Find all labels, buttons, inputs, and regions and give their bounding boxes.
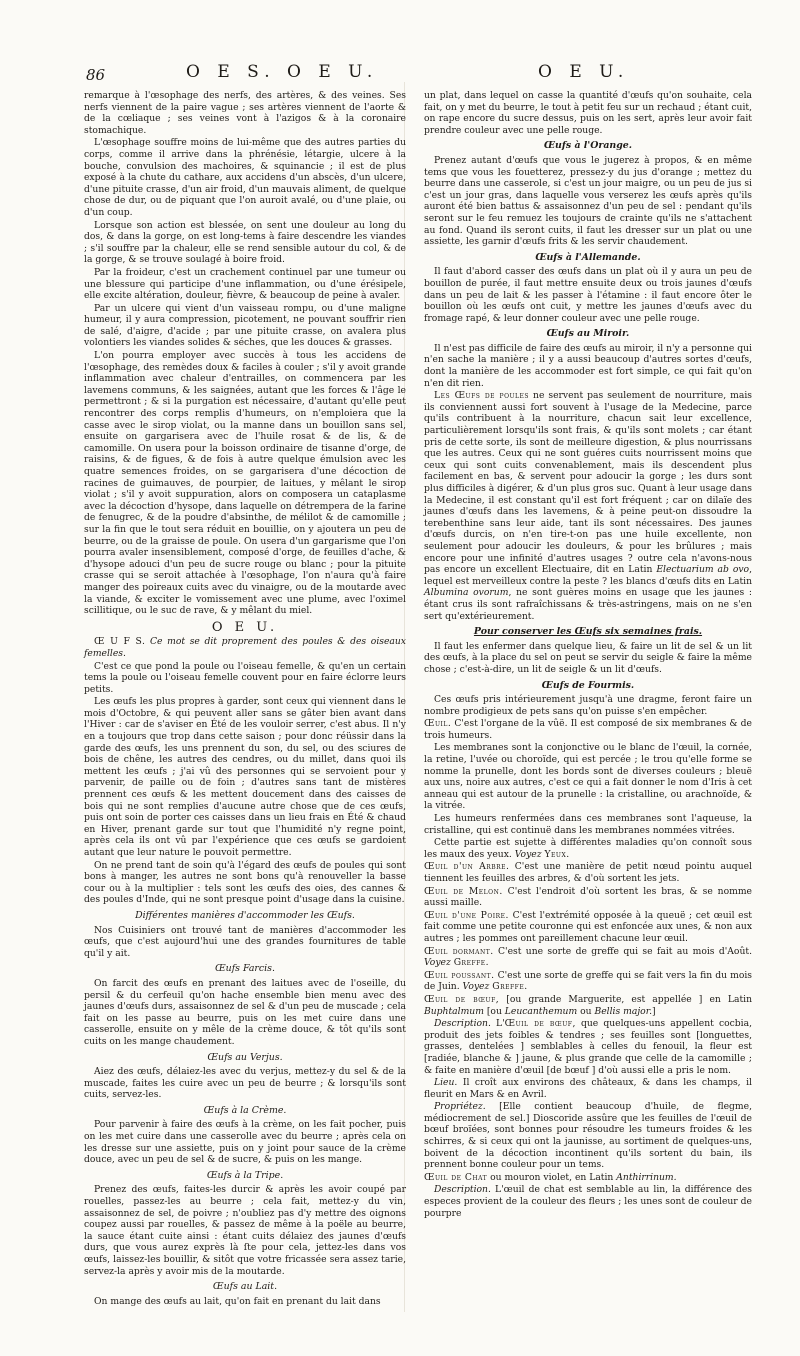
cross-ref: Greffe. (453, 957, 490, 969)
text-run: ou (577, 1005, 595, 1017)
paragraph: Il faut les enfermer dans quelque lieu, & faire un lit de sel & un lit des œufs, à la place du sel on peut se servir du seigle & faire la même chose ; c'est-à-dire, un lit de seigle & un lit d'œufs. (424, 640, 752, 675)
paragraph: Les membranes sont la conjonctive ou le blanc de l'œuil, la cornée, la retine, l'uvée ou choroïde, qui est percée ; le trou qu'elle forme se nomme la prunelle, dont les bords sont de diverses couleurs ; bleuë aux uns, noire aux autres, c'est ce qui a fait donner le nom d'Iris à cet anneau qui est autour de la prunelle : la cristalline, ou arachnoïde, & la vitrée. (424, 742, 752, 812)
paragraph: Les humeurs renfermées dans ces membranes sont l'aqueuse, la cristalline, qui est continuë dans les membranes nommées vitrées. (424, 813, 752, 836)
paragraph: Il faut d'abord casser des œufs dans un plat où il y aura un peu de bouillon de purée, il faut mettre ensuite deux ou trois jaunes d'œufs dans un peu de lait & les passer à l'étamine : il faut encore ôter le bouillon où les œufs ont cuit, y mettre les jaunes d'œufs avec du fromage rapé, & leur donner couleur avec une pelle rouge. (424, 266, 752, 324)
paragraph-cross-ref (424, 837, 752, 860)
text-run: Il croît aux environs des châteaux, & dans les champs, il fleurit en Mars & en Avril. (424, 1077, 752, 1100)
section-label: Description. (434, 1184, 491, 1196)
text-run: C'est l'organe de la vûë. Il est composé de six membranes & de trois humeurs. (424, 718, 752, 741)
paragraph: Par un ulcere qui vient d'un vaisseau rompu, ou d'une maligne humeur, il y aura compression, picotement, ne pouvant souffrir rien de salé, d'aigre, d'acide ; par une pituite crasse, on avalera plus volontiers les viandes solides & séches, que les douces & grasses. (84, 302, 406, 349)
text-run: [Elle contient beaucoup d'huile, de flegme, médiocrement de sel.] Dioscoride assûre que les feuilles de l'œuil de bœuf broïées, sont bonnes pour résoudre les tumeurs froides & les schirres, & si ceux qui ont la jaunisse, au sortiment de quelques-uns, boivent de la décoction incontinent qu'ils sortent du bain, ils prennent bonne couleur pour un tems. (424, 1101, 752, 1171)
text-run: [ou (483, 1005, 505, 1017)
paragraph: Prenez autant d'œufs que vous le jugerez à propos, & en même tems que vous les fouetterez, pressez-y du jus d'orange ; mettez du beurre dans une casserole, si c'est un jour maigre, ou un peu de jus si c'est un jour gras, dans laquelle vous verserez les œufs après qu'ils auront été bien battus & assaisonnez d'un peu de sel : pendant qu'ils seront sur le feu remuez les toujours de crainte qu'ils ne s'attachent au fond. Quand ils seront cuits, il faut les dresser sur un plat ou une assiette, les garnir d'œufs frits & les servir chaudement. (424, 154, 752, 248)
left-column (84, 90, 406, 1307)
text-run: ne servent pas seulement de nourriture, mais ils conviennent aussi fort souvent à l'usage de la Medecine, parce qu'ils contribuent à la nourriture, chacun sait leur excellence, particulièrement lorsqu'ils sont frais, & qu'ils sont molets ; car étant pris de cette sorte, ils sont de meilleure digestion, & plus nourrissans que les autres. Ceux qui ne sont guéres cuits nourrissent moins que ceux qui sont cuits convenablement, mais ils descendent plus facilement en bas, & servent pour adoucir la gorge ; les durs sont plus difficiles à digérer, & d'un plus gros suc. Quant à leur usage dans la Medecine, il est constant qu'il est fort fréquent ; car on dilaïe des jaunes d'œufs dans les lavemens, & à peine peut-on dissoudre la terebenthine sans leur aide, tant ils sont nécessaires. Des jaunes d'œufs durcis, on n'en tire-t-on pas une huile excellente, non seulement pour adoucir les douleurs, & pour les brûlures ; mais encore pour une infinité d'autres usages ? outre cela n'avons-nous pas encore un excellent Electuaire, dit en Latin (424, 390, 752, 576)
text-run: L'œuil de chat est semblable au lin, la différence des especes provient de la couleur des fleurs ; les unes sont de couleur de pourpre (424, 1184, 752, 1219)
paragraph: C'est ce que pond la poule ou l'oiseau femelle, & qu'en un certain tems la poule ou l'oiseau femelle couvent pour en faire éclorre leurs petits. (84, 660, 406, 695)
latin-term: Bellis major. (594, 1005, 652, 1017)
see-label: Voyez (424, 957, 454, 969)
text-run: , ne sont guères moins en usage que les jaunes : étant crus ils sont rafraîchissans & très-astringens, mais on ne s'en sert qu'extérieurement. (424, 587, 752, 622)
text-run: , lequel est merveilleux contre la peste ? les blancs d'œufs dits en Latin (424, 564, 752, 587)
paragraph: Aiez des œufs, délaiez-les avec du verjus, mettez-y du sel & de la muscade, faites les cuire avec un peu de beurre ; & lorsqu'ils sont cuits, servez-les. (84, 1066, 406, 1101)
paragraph: On mange des œufs au lait, qu'on fait en prenant du lait dans (94, 1295, 381, 1307)
entry-term: Œuil d'un Arbre. (424, 861, 510, 873)
text-run: C'est l'extrémité opposée à la queuë ; cet œuil est fait comme une petite couronne qui est enfoncée aux unes, & non aux autres ; les pommes ont pareillement chacune leur œuil. (424, 909, 752, 944)
subheading: Œufs à la Tripe. (206, 1169, 284, 1181)
text-run: que quelques-uns appellent cocbia, produit des jets foibles & tendres ; ses feuilles sont [longuettes, grasses, dentelées ] semblables à celles du fenouil, la fleur est [radiée, blanche & ] jaune, & plus grande que celle de la camomille ; & faite en manière d'œuil [de bœuf ] d'où aussi elle a pris le nom. (424, 1018, 752, 1076)
entry-term: Œuil de bœuf, (424, 993, 500, 1005)
subheading: Œufs à l'Allemande. (535, 251, 641, 263)
latin-term: Albumina ovorum (424, 587, 509, 599)
entry-oeuil-poussant (424, 970, 752, 993)
paragraph: Nos Cuisiniers ont trouvé tant de manières d'accommoder les œufs, que c'est aujourd'hui une des grandes fournitures de table qu'il y ait. (84, 924, 406, 959)
paragraph: remarque à l'œsophage des nerfs, des artères, & des veines. Ses nerfs viennent de la paire vague ; ses artères viennent de l'aorte & de la cœliaque ; ses veines vont à l'azigos & à la coronaire stomachique. (84, 90, 406, 136)
subheading: Œufs au Verjus. (207, 1051, 283, 1063)
entry-term: Œ U F S. (94, 636, 146, 648)
see-label: Voyez (462, 981, 493, 993)
see-label: Voyez (514, 848, 545, 860)
entry-term: Les Œufs de poules (434, 390, 530, 402)
text-run: ] (652, 1005, 656, 1017)
subheading: Œufs au Lait. (212, 1281, 278, 1293)
subheading: Œufs de Fourmis. (541, 679, 635, 691)
paragraph: un plat, dans lequel on casse la quantité d'œufs qu'on souhaite, cela fait, on y met du beurre, le tout à petit feu sur un rechaud ; étant cuit, on rape encore du sucre dessus, puis on les sert, après leur avoir fait prendre couleur avec une pelle rouge. (424, 90, 752, 136)
paragraph: Pour parvenir à faire des œufs à la crème, on les fait pocher, puis on les met cuire dans une casserolle avec du beurre ; après cela on les dresse sur une assiette, puis on y joint pour sauce de la crème douce, avec un peu de sel & de sucre, & puis on les mange. (84, 1119, 406, 1166)
paragraph: On farcit des œufs en prenant des laitues avec de l'oseille, du persil & du cerfeuil qu'on hache ensemble bien menu avec des jaunes d'œufs durs, assaisonnez de sel & d'un peu de muscade ; cela fait on les passe au beurre, puis on les met cuire dans une casserolle, ensuite on y mêle de la crème douce, & tôt qu'ils sont cuits on les mange chaudement. (84, 977, 406, 1047)
paragraph: Par la froideur, c'est un crachement continuel par une tumeur ou une blessure qui participe d'une inflammation, ou d'une érésipele, elle excite altération, douleur, fièvre, & beaucoup de peine à avaler. (84, 266, 406, 302)
text-run: L' (490, 1018, 505, 1030)
entry-oeuil-poire (424, 910, 752, 945)
entry-oeuil-boeuf (424, 994, 752, 1017)
paragraph-description (424, 1018, 752, 1076)
text-run: [ou grande Marguerite, est appellée ] en Latin (499, 993, 752, 1005)
text-run: Cette partie est sujette à différentes maladies qu'on connoît sous les maux des yeux. (424, 837, 752, 860)
subheading: Œufs à l'Orange. (543, 140, 632, 152)
entry-term: Œuil de bœuf, (504, 1018, 576, 1030)
running-head-right: O E U. (538, 62, 630, 82)
cross-ref: Greffe. (492, 981, 528, 993)
section-label: Description. (434, 1018, 491, 1030)
paragraph: Prenez des œufs, faites-les durcir & après les avoir coupé par rouelles, passez-les au beurre ; cela fait, mettez-y du vin, assaisonnez de sel, de poivre ; n'oubliez pas d'y mettre des oignons coupez aussi par rouelles, & passez de même à la poële au beurre, la sauce étant cuite ainsi : étant cuits délaiez des jaunes d'œufs durs, que vous aurez exprès là ſte pour cela, jettez-les dans vos œufs, laissez-les bouillir, & sitôt que votre fricassée sera assez tarie, servez-la après y avoir mis de la moutarde. (84, 1184, 406, 1277)
paragraph-oeufs-poules (424, 390, 752, 622)
entry-oeuil-dormant (424, 946, 752, 969)
entry-oeufs (84, 636, 406, 659)
section-heading: O E U. (211, 619, 279, 635)
text-run: C'est une sorte de greffe qui se fait au mois d'Août. (493, 945, 752, 957)
subheading: Œufs à la Crème. (203, 1104, 287, 1116)
paragraph: L'on pourra employer avec succès à tous les accidens de l'œsophage, des remèdes doux & faciles à couler ; s'il y avoit grande inflammation avec chaleur d'entrailles, on commencera par les lavemens communs, & les saignées, autant que les forces & l'âge le permettront ; & si la purgation est nécessaire, d'autant qu'elle peut rencontrer des corps remplis d'humeurs, on n'emploiera que la casse avec le sirop violat, ou la manne dans un bouillon sans sel, ensuite on gargarisera avec de l'huile rosat & de lis, & de camomille. On usera pour la boisson ordinaire de tisanne d'orge, de raisins, & de figues, & de fois à autre quelque émulsion avec les quatre semences froides, on se gargarisera d'une décoction de racines de guimauves, de pourpier, de laitues, y mêlant le sirop violat ; s'il y avoit suppuration, alors on composera un cataplasme avec la décoction d'hysope, dans laquelle on détrempera de la farine de fenugrec, & de la poudre d'absinthe, de mélilot & de camomille ; sur la fin que le tout sera réduit en bouillie, on y ajoutera un peu de beurre, ou de la graisse de poule. On usera d'un gargarisme que l'on pourra avaler insensiblement, composé d'orge, de feuilles d'ache, & d'hysope adouci d'un peu de sucre rouge ou blanc ; pour la pituite crasse qui se seroit attachée à l'œsophage, l'on n'aura qu'à faire manger des poireaux cuits avec du vinaigre, ou de la moutarde avec la viande, & exciter le vomissement avec une plume, avec l'oximel scillitique, ou le suc de rave, & y mêlant du miel. (84, 350, 406, 617)
subheading: Œufs Farcis. (215, 963, 275, 975)
paragraph-description (424, 1184, 752, 1219)
subheading: Pour conserver les Œufs six semaines frais. (473, 626, 703, 638)
text-run: ou mouron violet, en Latin (487, 1171, 617, 1183)
section-label: Lieu. (434, 1077, 458, 1089)
paragraph-proprietes (424, 1101, 752, 1171)
latin-term: Electuarium ab ovo (656, 564, 750, 576)
cross-ref: Yeux. (544, 848, 570, 860)
text-run: C'est l'endroit d'où sortent les bras, & se nomme aussi maille. (424, 885, 752, 909)
entry-term: Œuil d'une Poire. (424, 909, 509, 921)
page-header (58, 58, 752, 88)
paragraph: Lorsque son action est blessée, on sent une douleur au long du dos, & dans la gorge, on est long-tems à faire descendre les viandes ; s'il souffre par la chaleur, elle se rend sensible autour du col, & de la gorge, & se trouve soulagé à boire froid. (84, 219, 406, 266)
entry-term: Œuil poussant. (424, 969, 495, 981)
entry-term: Œuil dormant. (424, 945, 494, 957)
text-run: C'est une manière de petit nœud pointu auquel tiennent les feuilles des arbres, & d'où sortent les jets. (424, 861, 752, 884)
section-label: Propriétez. (434, 1101, 486, 1113)
right-column (424, 90, 752, 1295)
entry-term: Œuil de Melon. (424, 885, 503, 897)
paragraph: L'œsophage souffre moins de lui-même que des autres parties du corps, comme il arrive dans la phrénésie, létargie, ulcere à la bouche, convulsion des machoires, & squinancie ; il est de plus exposé à la chute du cathare, aux accidens d'un abscès, d'un ulcere, d'une pituite crasse, d'un air froid, d'un mauvais aliment, de quelque chose de dur, ou de piquant que l'on auroit avalé, ou d'une plaie, ou d'un coup. (84, 137, 406, 218)
subheading: Œufs au Miroir. (546, 328, 630, 340)
entry-oeuil-chat (424, 1172, 752, 1184)
page-number: 86 (86, 66, 106, 84)
entry-term: Œuil de Chat (424, 1171, 488, 1183)
latin-term: Leucanthemum (504, 1005, 578, 1017)
paragraph-lieu (424, 1077, 752, 1100)
entry-oeuil-melon (424, 886, 752, 909)
latin-term: Anthirrinum. (616, 1171, 677, 1183)
entry-oeuil (424, 718, 752, 741)
paragraph: Ces œufs pris intérieurement jusqu'à une dragme, feront faire un nombre prodigieux de pets sans qu'on puisse s'en empêcher. (424, 694, 752, 717)
paragraph: On ne prend tant de soin qu'à l'égard des œufs de poules qui sont bons à manger, les autres ne sont bons qu'à renouveller la basse cour ou à la multiplier : tels sont les œufs des oies, des cannes & des poules d'Inde, qui ne sont presque point d'usage dans la cuisine. (84, 859, 406, 906)
entry-definition: Ce mot se dit proprement des poules & des oiseaux femelles. (84, 636, 406, 659)
entry-oeuil-arbre (424, 861, 752, 884)
subheading: Différentes manières d'accommoder les Œufs. (135, 909, 355, 921)
text-run: C'est une sorte de greffe qui se fait vers la fin du mois de Juin. (424, 969, 753, 993)
entry-term: Œuil. (424, 718, 452, 730)
running-head-left: O E S. O E U. (186, 62, 379, 82)
paragraph: Les œufs les plus propres à garder, sont ceux qui viennent dans le mois d'Octobre, & qui peuvent aller sans se gâter bien avant dans l'Hiver : car de s'aviser en Été de les vouloir serrer, c'est abus. Il n'y en a toujours que trop dans cette saison ; pour donc réüssir dans la garde des œufs, les uns prennent du son, du sel, ou des sciures de bois de chêne, les autres des cendres, ou du millet, dans quoi ils mettent les œufs ; j'ai vû des personnes qui se servoient pour y parvenir, de paille ou de foin ; d'autres sans tant de mistères prennent ces œufs & les mettent doucement dans des caisses de bois qui ne sont remplies d'aucune autre chose que de ces œufs, puis ont soin de porter ces caisses dans un lieu frais en Été & chaud en Hiver, prenant garde sur tout que l'humidité n'y regne point, après cela ils ont vû par l'expérience que ces œufs se gardoient autant que leur nature le pouvoit permettre. (84, 696, 406, 858)
paragraph: Il n'est pas difficile de faire des œufs au miroir, il n'y a personne qui n'en sache la manière ; il y a aussi beaucoup d'autres sortes d'œufs, dont la manière de les accommoder est fort simple, ce qui fait qu'on n'en dit rien. (424, 342, 752, 389)
latin-term: Buphtalmum (424, 1005, 484, 1017)
